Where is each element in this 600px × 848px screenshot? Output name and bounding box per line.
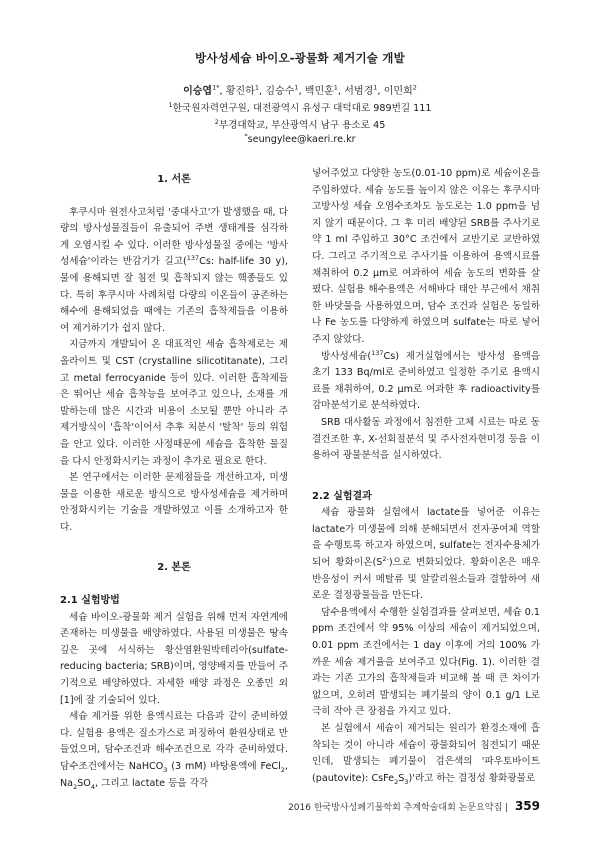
intro-heading: 1. 서론 (157, 174, 191, 185)
author-6-sup: 2 (412, 83, 417, 92)
intro-paragraph-1: 후쿠시마 원전사고처럼 '중대사고'가 발생했을 때, 다량의 방사성물질들이 유출되어 주변 생태계를 심각하게 오염시킬 수 있다. 이러한 방사성물질 중에는 '방사성세슘'이라는 반감기가 길고($^{137}$Cs: half-life 30 y), 물에 용해되면 잘 침전 및 흡착되지 않는 핵종들도 있다. 특히 후쿠시마 사례처럼 다량의 이온들이 공존하는 해수에 용해되었을 때에는 기존의 흡착제들을 이용하여 제거하기가 쉽지 않다. (60, 206, 288, 334)
affiliation-2: $^2$부경대학교, 부산광역시 남구 용소로 45 (214, 117, 386, 131)
methods-paragraph-2: 세슘 제거를 위한 용액시료는 다음과 같이 준비하였다. 실험용 용액은 질소가스로 퍼징하여 환원상태로 만들었으며, 담수조건과 해수조건으로 각각 준비하였다. 담수조건에서는 NaHCO$_3$ (3 mM) 바탕용액에 FeCl$_2$, $Na_2SO_4$, 그리고 lactate 등을 각각 (60, 711, 288, 791)
author-3-sup: 1 (294, 83, 299, 92)
footer-text: 2016 한국방사성폐기물학회 추계학술대회 논문요약집 (288, 803, 503, 813)
lead-author-sup: 1* (212, 83, 220, 92)
author-4: 백민훈 (304, 86, 334, 97)
results-paragraph-1: 세슘 광물화 실험에서 lactate를 넣어준 이유는 lactate가 미생물에 의해 분해되면서 전자공여체 역할을 수행토록 하고자 하였으며, sulfate는 전자수용체가 되어 황화이온$(S^{2-})$으로 변화되었다. 황화이온은 매우 반응성이 커서 메탈류 및 알칼리원소들과 결합하여 새로운 결정광물들을 만든다. (312, 507, 540, 602)
methods-heading: 2.1 실험방법 (60, 595, 120, 607)
paper-title: 방사성세슘 바이오-광물화 제거기술 개발 (195, 51, 405, 65)
results-paragraph-2: 담수용액에서 수행한 실험결과를 살펴보면, 세슘 0.1 ppm 조건에서 약 95% 이상의 세슘이 제거되었으며, 0.01 ppm 조건에서는 1 day 이후에 거의 100% 가까운 세슘 제거율을 보여주고 있다(Fig. 1). 이러한 결과는 기존 고가의 흡착제들과 비교해 볼 때 큰 차이가 없으며, 오히려 발생되는 폐기물의 양이 0.1 g/1 L로 극히 작아 큰 장점을 가지고 있다. (312, 606, 540, 718)
intro-paragraph-2: 지금까지 개발되어 온 대표적인 세슘 흡착제로는 제올라이트 및 CST (crystalline silicotitanate), 그리고 metal ferrocyanide 등이 있다. 이러한 흡착제들은 뛰어난 세슘 흡착능을 보여주고 있으나, 소재를 개발하는데 많은 시간과 비용이 소모될 뿐만 아니라 주 제거방식이 '흡착'이어서 추후 처분시 '탈착' 등의 위험을 안고 있다. 이러한 사정때문에 세슘을 흡착한 물질을 다시 안정화시키는 과정이 추가로 필요로 한다. (60, 339, 288, 467)
left-column (60, 172, 288, 792)
author-5-sup: 1 (373, 83, 378, 92)
affiliation-1: $^1$한국원자력연구원, 대전광역시 유성구 대덕대로 989번길 111 (168, 100, 432, 114)
page-number: 359 (514, 799, 540, 813)
author-3: 김승수 (265, 86, 295, 97)
author-4-sup: 1 (333, 83, 338, 92)
methods-paragraph-4: SRB 대사활동 과정에서 침전한 고체 시료는 따로 동결건조한 후, X-선회절분석 및 주사전자현미경 등을 이용하여 광물분석을 실시하였다. (312, 416, 540, 462)
methods-paragraph-2-cont: 넣어주었고 다양한 농도(0.01-10 ppm)로 세슘이온을 주입하였다. 세슘 농도를 높이지 않은 이유는 후쿠시마 고방사성 세슘 오염수조차도 농도로는 1.0 ppm을 넘지 않기 때문이다. 그 후 미리 배양된 SRB를 주사기로 약 1 ml 주입하고 30°C 조건에서 교반기로 교반하였다. 그리고 주기적으로 주사기를 이용하여 용액시료를 채취하여 0.2 μm로 여과하여 세슘 농도의 변화를 살폈다. 실험용 해수용액은 서해바다 태안 부근에서 채취한 바닷물을 사용하였으며, 담수 조건과 실험은 동일하나 Fe 농도를 다양하게 하였으며 sulfate는 따로 넣어주지 않았다. (312, 168, 540, 345)
page-footer (288, 799, 540, 813)
author-6: 이민희 (383, 86, 413, 97)
results-paragraph-3: 본 실험에서 세슘이 제거되는 원리가 환경소재에 흡착되는 것이 아니라 세슘이 광물화되어 침전되기 때문인데, 발생되는 폐기물이 검은색의 '파우토바이트(pautovite): $CsFe_2S_3)'$라고 하는 결정성 황화광물로 (312, 723, 540, 786)
results-heading: 2.2 실험결과 (312, 490, 372, 502)
author-2: 황진하 (225, 86, 255, 97)
author-line: 이승엽$^{1*}$, 황진하$^1$, 김승수$^1$, 백민훈$^1$, 서범경$^1$, 이민희$^2$ (183, 83, 417, 97)
footer-separator: | (505, 803, 509, 813)
lead-author: 이승엽 (183, 86, 213, 97)
corresponding-email: *seungylee@kaeri.re.kr (244, 131, 356, 145)
author-2-sup: 1 (254, 83, 259, 92)
methods-paragraph-3: 방사성세슘($^{137}$Cs) 제거실험에서는 방사성 용액을 초기 133 Bq/ml로 준비하였고 일정한 주기로 용액시료를 채취하여, 0.2 μm로 여과한 후 radioactivity를 감마분석기로 분석하였다. (312, 348, 540, 412)
right-column (312, 166, 540, 787)
body-heading: 2. 본론 (157, 562, 191, 574)
author-5: 서범경 (344, 86, 374, 97)
intro-paragraph-3: 본 연구에서는 이러한 문제점들을 개선하고자, 미생물을 이용한 새로운 방식으로 방사성세슘을 제거하며 안정화시키는 기술을 개발하였고 이를 소개하고자 한다. (60, 472, 288, 533)
methods-paragraph-1: 세슘 바이오-광물화 제거 실험을 위해 먼저 자연계에 존재하는 미생물을 배양하였다. 사용된 미생물은 땅속 깊은 곳에 서식하는 황산염환원박테리아(sulfate-reducing bacteria; SRB)이며, 영양배지를 만들어 주기적으로 배양하였다. 자세한 배양 과정은 오종민 외[1]에 잘 기술되어 있다. (60, 611, 288, 706)
